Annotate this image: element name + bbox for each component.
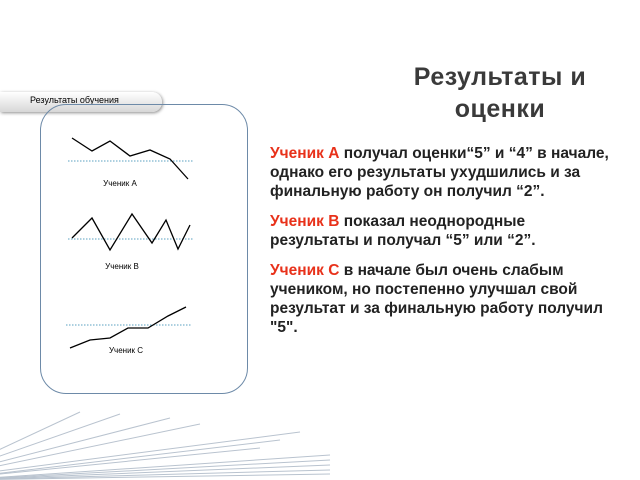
panel-a-trend-line — [72, 138, 188, 179]
panel-a-label: Ученик А — [103, 179, 137, 188]
slide-title: Результаты и оценки — [413, 62, 587, 123]
panel-b-label: Ученик В — [105, 262, 139, 271]
panel-c-label: Ученик С — [108, 346, 144, 355]
student-a-text: получал оценки“5” и “4” в начале, однако его результаты ухудшились и за финальную работу он получил “2”. — [270, 145, 609, 200]
panel-c-trend-line — [70, 307, 186, 348]
student-b-text: показал неоднородные результаты и получал “5” или “2”. — [270, 213, 536, 249]
paragraph-student-b — [270, 212, 610, 250]
paragraph-student-a — [270, 144, 610, 201]
student-a-name: Ученик А — [270, 145, 340, 162]
figure-title: Результаты обучения — [30, 95, 119, 105]
student-c-text: в начале был очень слабым учеником, но постепенно улучшал свой результат и за финальную работу получил "5". — [270, 262, 603, 336]
panel-b-trend-line — [72, 214, 190, 250]
student-c-name: Ученик С — [270, 262, 340, 279]
description-text — [270, 144, 610, 348]
student-b-name: Ученик В — [270, 213, 340, 230]
paragraph-student-c — [270, 261, 610, 337]
